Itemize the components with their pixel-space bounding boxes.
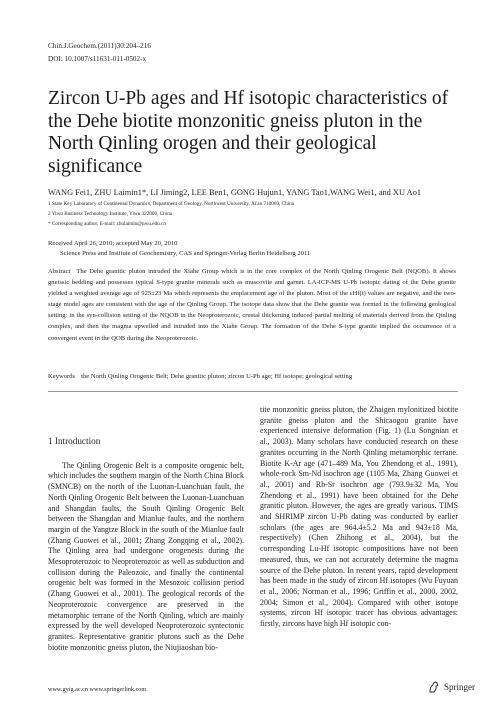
keywords xyxy=(48,373,458,380)
received-dates: Received April 26, 2010; accepted May 20, 2010 xyxy=(48,240,178,247)
left-column xyxy=(48,436,244,653)
publisher-logo xyxy=(428,681,475,693)
footer-urls[interactable]: www.gyig.ac.cn www.springerlink.com xyxy=(48,686,147,693)
section-heading: 1 Introduction xyxy=(48,436,101,446)
keywords-label: Keywords xyxy=(48,373,76,380)
affiliation-2: 2 Yiwu Business Technology Institute, Yiwu 322000, China xyxy=(48,211,173,217)
abstract-label: Abstract xyxy=(48,268,71,275)
journal-citation: Chin.J.Geochem.(2011)30:204–216 xyxy=(48,42,151,50)
intro-paragraph-right: tite monzonitic gneiss pluton, the Zhaigen mylonitized biotite granite gneiss pluton and the Shicaogou granite have experienced intensive deformation (Fig. 1) (Lu Songnian et al., 2003). Many scholars have conducted research on these granites occurring in the North Qinling metamorphic terrane. Biotite K-Ar age (471–489 Ma, You Zhendong et al., 1991), whole-rock Sm-Nd isochron age (1105 Ma, Zhang Guowei et al., 2001) and Rb-Sr isochron age (793.9±32 Ma, You Zhendong et al., 1991) have been obtained for the Dehe granitic pluton. However, the ages are greatly various. TIMS and SHRIMP zircon U-Pb dating was conducted by earlier scholars (the ages are 964.4±5.2 Ma and 943±18 Ma, respectively) (Chen Zhihong et al., 2004), but the corresponding Lu-Hf isotopic compositions have not been measured, thus, we can not accurately determine the magma source of the Dehe pluton. In recent years, rapid development has been made in the study of zircon Hf isotopes (Wu Fuyuan et al., 2006; Norman et al., 1996; Griffin et al., 2000, 2002, 2004; Simon et al., 2004). Compared with other isotope systems, zircon Hf isotopic tracer has obvious advantages: firstly, zircons have high Hf isotopic con- xyxy=(260,405,458,629)
section-divider xyxy=(48,391,458,392)
abstract-text: The Dehe granitic pluton intruded the Xiahe Group which is in the core complex of the North Qinling Orogenic Belt (NQOB). It shows gneissic bedding and possesses typical S-type granite minerals such as muscovite and garnet. LA-ICP-MS U-Pb isotopic dating of the Dehe granite yielded a weighted average age of 925±23 Ma which represents the emplacement age of the pluton. Most of the εHf(t) values are negative, and the two-stage model ages are consistent with the age of the Qinling Group. The isotope data show that the Dehe granite was formed in the following geological setting: in the syn-collision setting of the NQOB in the Neoproterozoic, crustal thickening induced partial melting of materials derived from the Qinling complex, and then the magma upwelled and intruded into the Xiahe Group. The formation of the Dehe S-type granite implied the occurrence of a convergent event in the QOB during the Neoproterozoic. xyxy=(48,268,456,342)
intro-paragraph-left: The Qinling Orogenic Belt is a composite orogenic belt, which includes the southern margin of the North China Block (SMNCB) on the north of the Luonan-Luanchuan fault, the North Qinling Orogenic Belt between the Luonan-Luanchuan and Shangdan faults, the South Qinling Orogenic Belt between the Shangdan and Mianlue faults, and the northern margin of the Yangtze Block in the south of the Mianlue fault (Zhang Guowei et al., 2001; Zhang Zongqing et al., 2002). The Qinling area had undergone orogenesis during the Mesoproterozoic to Neoproterozoic as well as subduction and collision during the Paleozoic, and finally the continental orogenic belt was formed in the Mesozoic collision period (Zhang Guowei et al., 2001). The geological records of the Neoproterozoic convergence are preserved in the metamorphic terrane of the North Qinling, which are mainly expressed by the well developed Neoproterozoic syntectonic granites. Representative granitic plutons such as the Dehe biotite monzonitic gneiss pluton, the Niujiaoshan bio- xyxy=(48,460,244,652)
copyright-notice: Science Press and Institute of Geochemistry, CAS and Springer-Verlag Berlin Heidelberg 2011 xyxy=(60,250,311,257)
publisher-name: Springer xyxy=(444,682,475,692)
keywords-text: the North Qinling Orogenic Belt; Dehe granitic pluton; zircon U-Pb age; Hf isotope; geological setting xyxy=(81,373,353,380)
affiliation-1: 1 State Key Laboratory of Continental Dynamics, Department of Geology, Northwest University, Xi'an 710069, China xyxy=(48,201,295,207)
paper-title: Zircon U-Pb ages and Hf isotopic characteristics of the Dehe biotite monzonitic gneiss pluton in the North Qinling orogen and their geological significance xyxy=(48,88,449,177)
abstract xyxy=(48,266,456,344)
springer-horse-icon xyxy=(428,681,440,693)
corresponding-author: * Corresponding author, E-mail: zhulaimin@nwu.edu.cn xyxy=(48,221,166,227)
doi: DOI: 10.1007/s11631-011-0502-x xyxy=(48,55,147,63)
author-list: WANG Fei1, ZHU Laimin1*, LI Jiming2, LEE Ben1, GONG Hujun1, YANG Tao1,WANG Wei1, and XU Ao1 xyxy=(48,188,422,197)
